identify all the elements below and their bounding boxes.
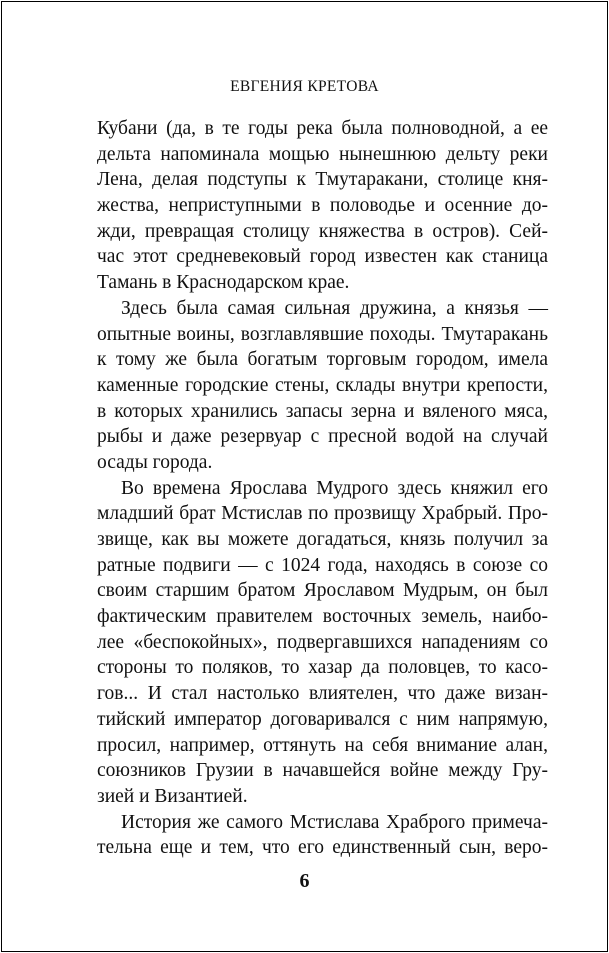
text-line: зией и Византией. xyxy=(97,785,248,807)
text-line: час этот средневековый город известен как станица xyxy=(97,246,548,268)
paragraph xyxy=(97,116,548,296)
text-line: Тамань в Краснодарском крае. xyxy=(97,272,350,294)
book-page xyxy=(1,1,608,952)
text-line: Здесь была самая сильная дружина, а князья — xyxy=(121,297,548,319)
text-line: просил, например, оттянуть на себя внимание алан, xyxy=(97,734,548,756)
paragraph xyxy=(97,476,548,810)
text-line: История же самого Мстислава Храброго примеча- xyxy=(121,811,548,833)
text-line: лее «беспокойных», подвергавшихся нападениям со xyxy=(97,631,548,653)
text-line: каменные городские стены, склады внутри крепости, xyxy=(97,374,548,396)
text-line: тийский император договаривался с ним напрямую, xyxy=(97,708,548,730)
text-line: осады города. xyxy=(97,451,213,473)
page-number: 6 xyxy=(299,870,310,892)
running-header: ЕВГЕНИЯ КРЕТОВА xyxy=(230,78,379,95)
text-line: рыбы и даже резервуар с пресной водой на случай xyxy=(97,426,548,448)
paragraph xyxy=(97,296,548,476)
paragraph xyxy=(97,810,548,861)
text-line: опытные воины, возглавлявшие походы. Тмутаракань xyxy=(97,323,548,345)
text-line: Во времена Ярослава Мудрого здесь княжил его xyxy=(121,477,548,499)
page-body-text xyxy=(97,116,548,861)
text-line: Кубани (да, в те годы река была полноводной, а ее xyxy=(97,118,548,139)
text-line: в которых хранились запасы зерна и вяленого мяса, xyxy=(97,400,548,422)
text-line: жди, превращая столицу княжества в остров). Сей- xyxy=(97,220,548,242)
text-line: союзников Грузии в начавшейся войне между Гру- xyxy=(97,760,548,782)
text-line: тельна еще и тем, что его единственный сын, веро- xyxy=(97,837,548,859)
text-line: Лена, делая подступы к Тмутаракани, столице кня- xyxy=(97,169,548,191)
text-line: жества, неприступными в половодье и осенние до- xyxy=(97,195,548,217)
text-line: гов... И стал настолько влиятелен, что даже визан- xyxy=(97,683,548,705)
text-line: фактическим правителем восточных земель, наибо- xyxy=(97,606,548,628)
text-line: дельта напоминала мощью нынешнюю дельту реки xyxy=(97,143,548,165)
text-line: стороны то поляков, то хазар да половцев, то касо- xyxy=(97,657,548,679)
text-line: своим старшим братом Ярославом Мудрым, он был xyxy=(97,580,548,602)
text-line: к тому же была богатым торговым городом, имела xyxy=(97,349,548,371)
text-line: младший брат Мстислав по прозвищу Храбрый. Про- xyxy=(97,503,548,525)
text-line: ратные подвиги — с 1024 года, находясь в союзе со xyxy=(97,554,548,576)
text-line: звище, как вы можете догадаться, князь получил за xyxy=(97,529,548,550)
